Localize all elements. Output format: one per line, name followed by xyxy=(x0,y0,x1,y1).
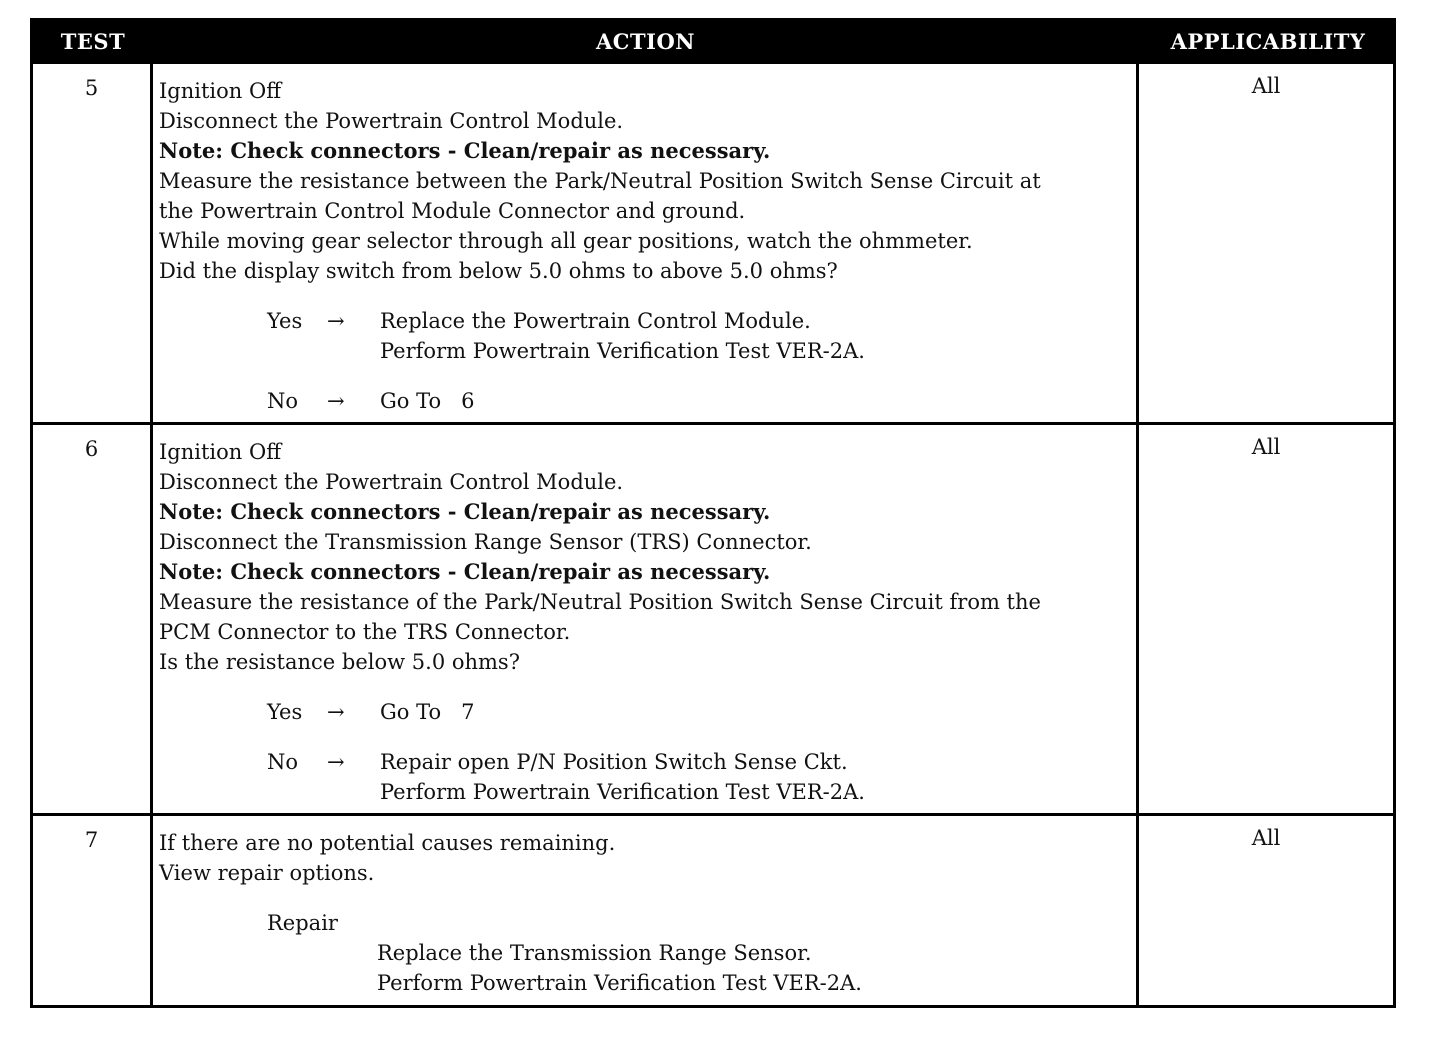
table-row-test-7 xyxy=(33,813,1393,1005)
no-result-continued: Perform Powertrain Verification Test VER-2A. xyxy=(380,780,865,804)
repair-text-continued: Perform Powertrain Verification Test VER-2A. xyxy=(377,971,862,995)
action-cell xyxy=(159,828,1139,998)
action-note: Note: Check connectors - Clean/repair as necessary. xyxy=(159,559,771,584)
applicability-cell: All xyxy=(1251,435,1281,459)
yes-label: Yes xyxy=(267,309,303,333)
no-label: No xyxy=(267,389,299,413)
action-line: Did the display switch from below 5.0 ohms to above 5.0 ohms? xyxy=(159,259,838,283)
action-line: the Powertrain Control Module Connector and ground. xyxy=(159,199,746,223)
diagnostic-table xyxy=(30,18,1396,1008)
yes-option xyxy=(267,697,1139,727)
yes-result-continued: Perform Powertrain Verification Test VER-2A. xyxy=(380,339,865,363)
table-row-test-6 xyxy=(33,422,1393,813)
yes-result: Go To 7 xyxy=(380,700,475,724)
action-line: Is the resistance below 5.0 ohms? xyxy=(159,650,520,674)
header-applicability: APPLICABILITY xyxy=(1170,29,1366,54)
action-line: Disconnect the Powertrain Control Module. xyxy=(159,470,624,494)
action-note: Note: Check connectors - Clean/repair as necessary. xyxy=(159,499,771,524)
no-result: Repair open P/N Position Switch Sense Ckt. xyxy=(380,750,848,774)
table-row-test-5 xyxy=(33,61,1393,422)
repair-option xyxy=(267,908,1139,938)
yes-result: Replace the Powertrain Control Module. xyxy=(380,309,811,333)
action-line: If there are no potential causes remaining. xyxy=(159,831,616,855)
yes-option xyxy=(267,306,1139,336)
action-line: PCM Connector to the TRS Connector. xyxy=(159,620,571,644)
header-test: TEST xyxy=(60,29,126,54)
arrow-icon: → xyxy=(327,389,345,413)
no-result: Go To 6 xyxy=(380,389,475,413)
no-option xyxy=(267,747,1139,777)
arrow-icon: → xyxy=(327,700,345,724)
action-line: View repair options. xyxy=(159,861,375,885)
test-number: 6 xyxy=(84,437,99,461)
applicability-cell: All xyxy=(1251,74,1281,98)
applicability-cell: All xyxy=(1251,826,1281,850)
action-line: While moving gear selector through all gear positions, watch the ohmmeter. xyxy=(159,229,973,253)
action-cell xyxy=(159,76,1139,416)
test-number: 5 xyxy=(84,76,99,100)
no-option xyxy=(267,386,1139,416)
action-line: Ignition Off xyxy=(159,440,282,464)
action-line: Measure the resistance of the Park/Neutral Position Switch Sense Circuit from the xyxy=(159,590,1041,614)
table-header xyxy=(33,21,1393,61)
arrow-icon: → xyxy=(327,750,345,774)
yes-label: Yes xyxy=(267,700,303,724)
test-number: 7 xyxy=(84,828,99,852)
action-line: Measure the resistance between the Park/Neutral Position Switch Sense Circuit at xyxy=(159,169,1041,193)
header-action: ACTION xyxy=(596,29,695,54)
repair-label: Repair xyxy=(267,911,338,935)
action-line: Disconnect the Powertrain Control Module. xyxy=(159,109,624,133)
arrow-icon: → xyxy=(327,309,345,333)
action-line: Ignition Off xyxy=(159,79,282,103)
repair-text: Replace the Transmission Range Sensor. xyxy=(377,941,812,965)
action-cell xyxy=(159,437,1139,807)
action-note: Note: Check connectors - Clean/repair as necessary. xyxy=(159,138,771,163)
no-label: No xyxy=(267,750,299,774)
action-line: Disconnect the Transmission Range Sensor (TRS) Connector. xyxy=(159,530,812,554)
